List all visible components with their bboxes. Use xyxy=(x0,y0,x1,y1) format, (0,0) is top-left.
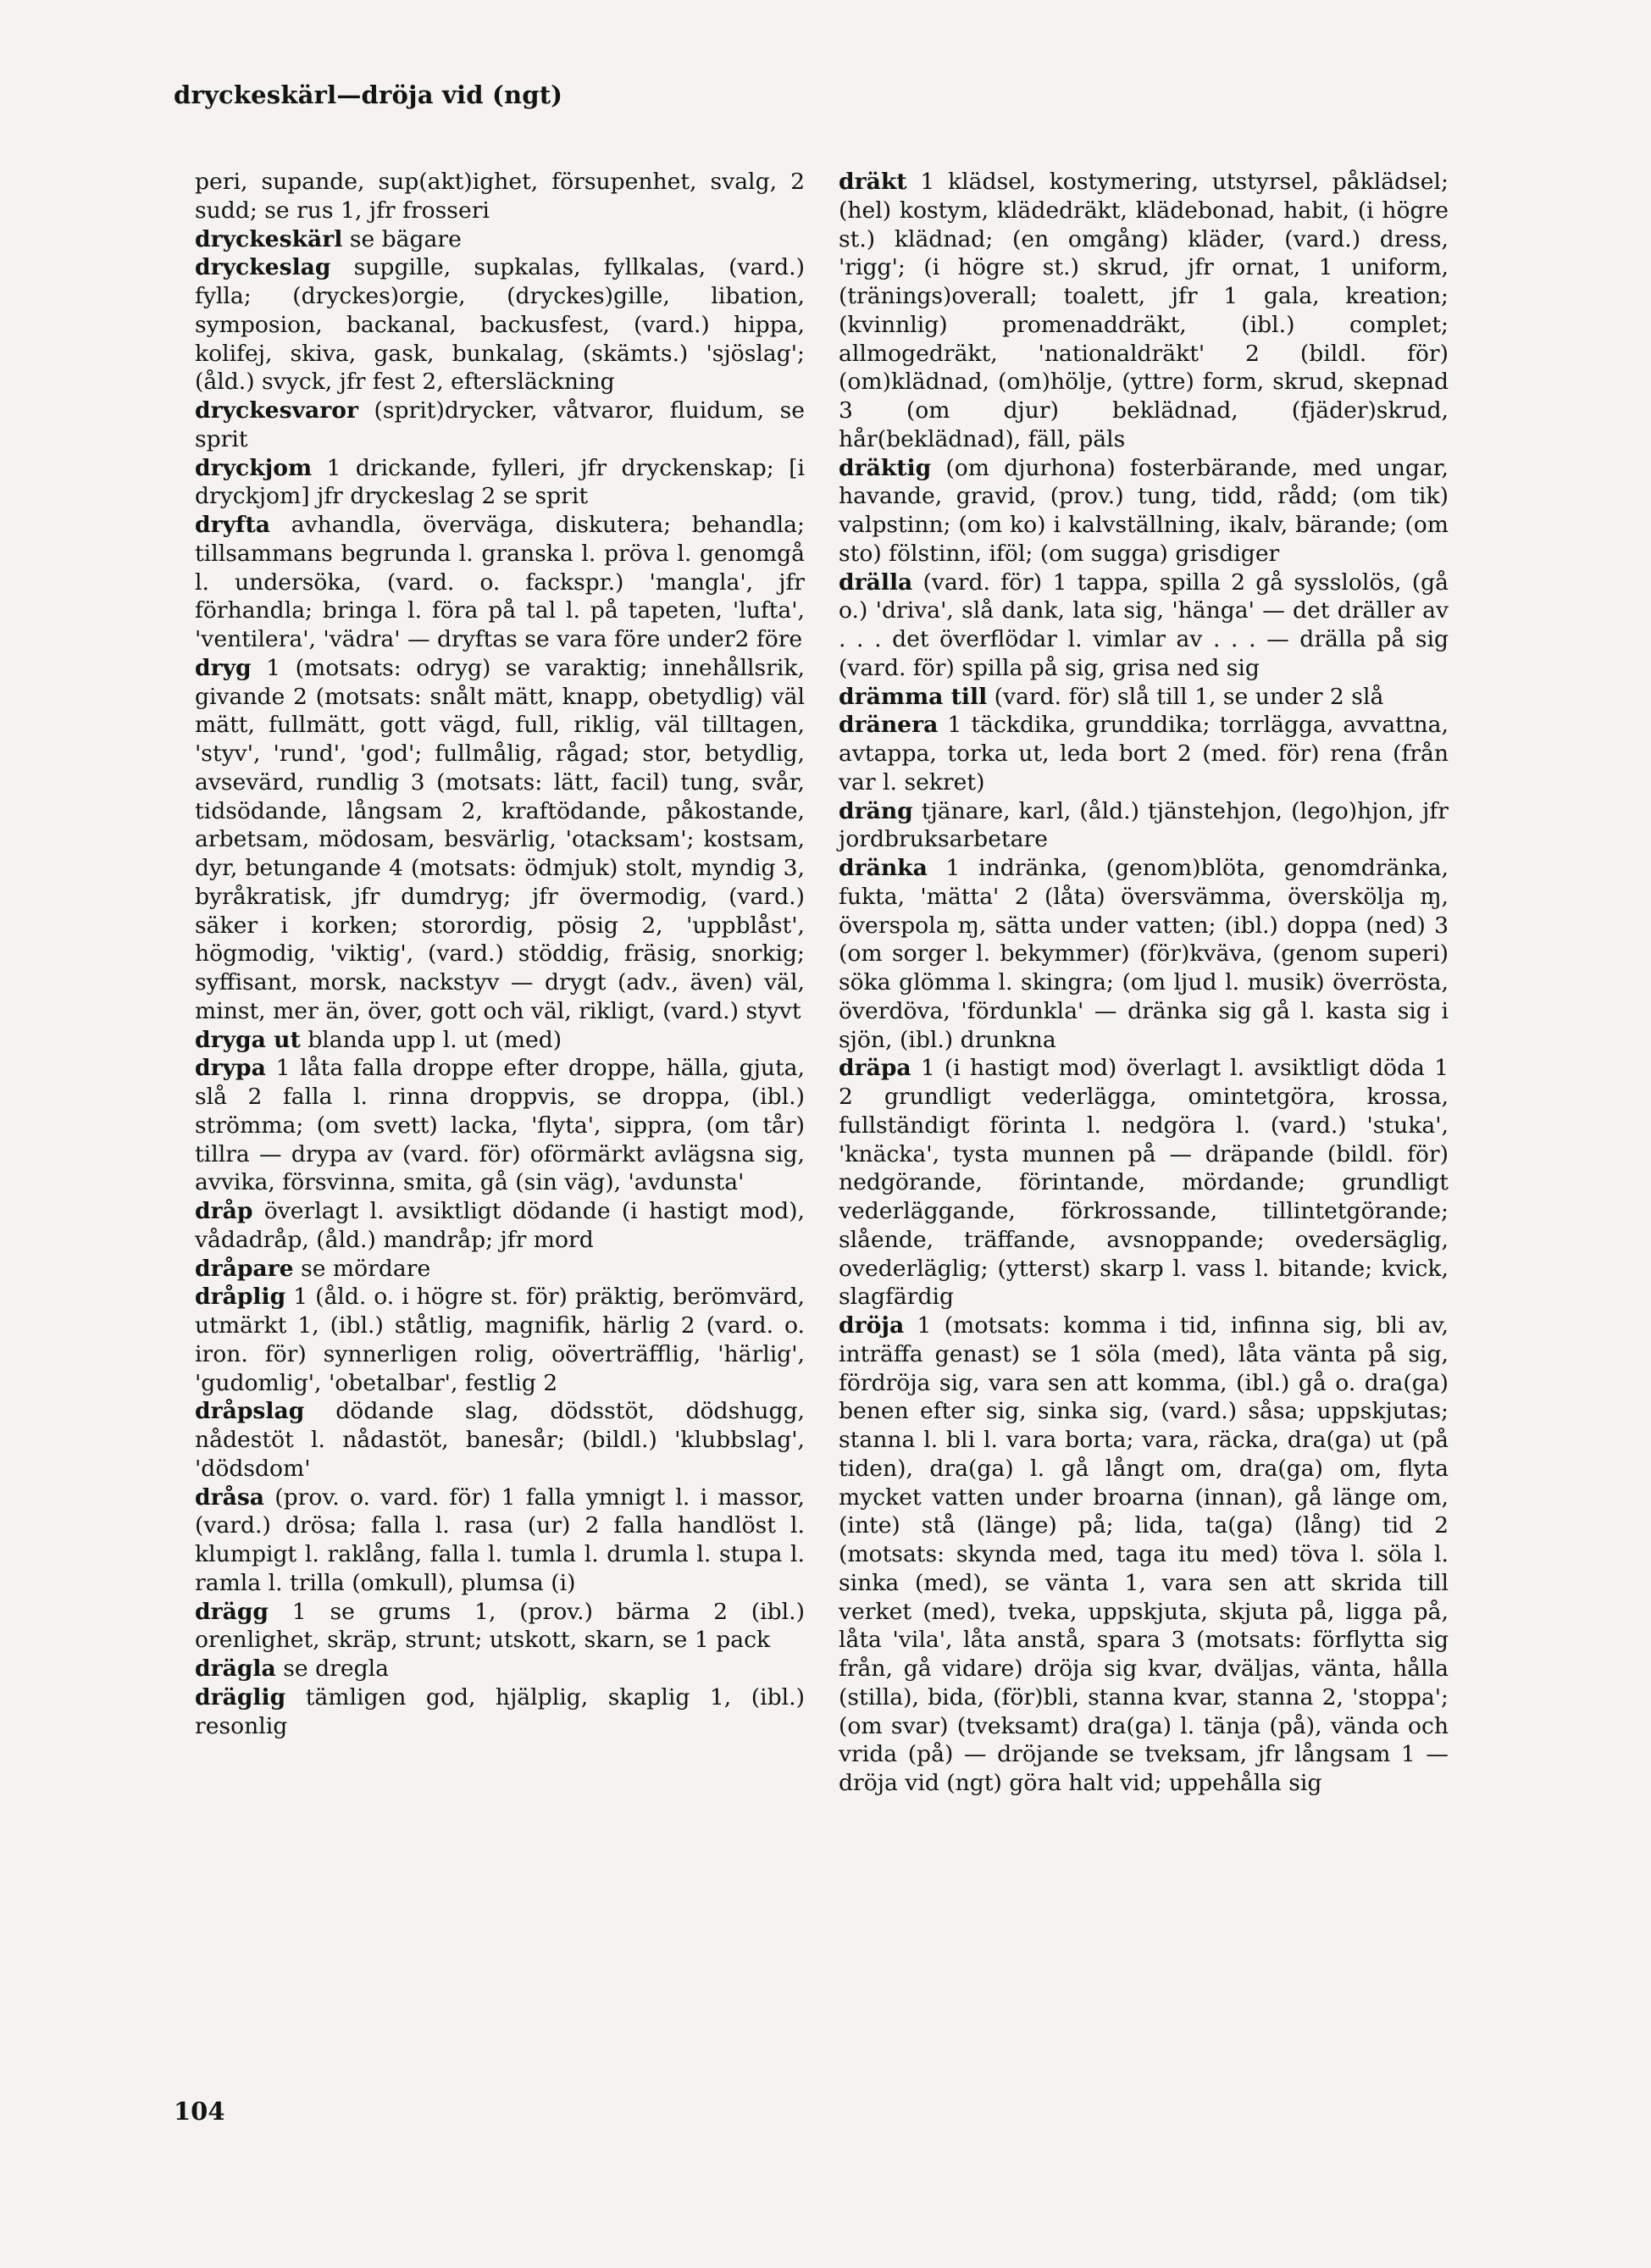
entry-definition: 1 (i hastigt mod) överlagt l. avsiktligt döda 1 2 grundligt vederlägga, omintetgöra, krossa, fullständigt förinta l. nedgöra l. (vard.) 'stuka', 'knäcka', tysta munnen på — dräpande (bildl. för) nedgörande, förintande, mördande; grundligt vederläggande, förkrossande, tillintetgörande; slående, träffande, avsnoppande; ovedersäglig, ovederläglig; (ytterst) skarp l. vass l. bitande; kvick, slagfärdig xyxy=(839,1055,1449,1311)
entry-definition: (vard. för) 1 tappa, spilla 2 gå sysslolös, (gå o.) 'driva', slå dank, lata sig, 'hänga' — det dräller av . . . det överflödar l. vimlar av . . . — drälla på sig (vard. för) spilla på sig, grisa ned sig xyxy=(839,568,1449,681)
entry-definition: överlagt l. avsiktligt dödande (i hastigt mod), vådadråp, (åld.) mandråp; jfr mord xyxy=(195,1198,805,1253)
entry-headword: drälla xyxy=(839,568,913,596)
dictionary-entry xyxy=(195,1598,805,1655)
dictionary-entry xyxy=(839,1311,1449,1798)
entry-definition: 1 drickande, fylleri, jfr dryckenskap; [i dryckjom] jfr dryckeslag 2 se sprit xyxy=(195,454,805,510)
dictionary-entry xyxy=(839,797,1449,855)
entry-definition: (sprit)drycker, våtvaror, fluidum, se sprit xyxy=(195,397,805,452)
running-head: dryckeskärl—dröja vid (ngt) xyxy=(174,80,563,109)
entry-headword: drägg xyxy=(195,1598,269,1625)
dictionary-entry xyxy=(839,454,1449,568)
entry-headword: dräng xyxy=(839,797,913,824)
entry-headword: dråplig xyxy=(195,1284,286,1311)
dictionary-entry xyxy=(839,683,1449,712)
entry-headword: dryg xyxy=(195,654,252,681)
entry-headword: dräktig xyxy=(839,454,932,481)
entry-headword: dräglig xyxy=(195,1683,286,1711)
dictionary-entry xyxy=(195,1683,805,1741)
entry-definition: 1 klädsel, kostymering, utstyrsel, påklädsel; (hel) kostym, klädedräkt, klädebonad, habit, (i högre st.) klädnad; (en omgång) kläder, (vard.) dress, 'rigg'; (i högre st.) skrud, jfr ornat, 1 uniform, (tränings)overall; toalett, jfr 1 gala, kreation; (kvinnlig) promenaddräkt, (ibl.) complet; allmogedräkt, 'nationaldräkt' 2 (bildl. för) (om)klädnad, (om)hölje, (yttre) form, skrud, skepnad 3 (om djur) beklädnad, (fjäder)skrud, hår(beklädnad), fäll, päls xyxy=(839,169,1449,452)
entry-definition: (vard. för) slå till 1, se under 2 slå xyxy=(994,683,1384,710)
entry-definition: tämligen god, hjälplig, skaplig 1, (ibl.) resonlig xyxy=(195,1683,805,1739)
dictionary-entry xyxy=(195,654,805,1026)
entry-definition: tjänare, karl, (åld.) tjänstehjon, (lego)hjon, jfr jordbruksarbetare xyxy=(839,797,1449,853)
entry-headword: dråpare xyxy=(195,1255,294,1282)
dictionary-entry xyxy=(195,511,805,654)
entry-definition: 1 (motsats: odryg) se varaktig; innehållsrik, givande 2 (motsats: snålt mätt, knapp, obetydlig) väl mätt, fullmätt, gott vägd, full, riklig, väl tilltagen, 'styv', 'rund', 'god'; fullmålig, rågad; stor, betydlig, avsevärd, rundlig 3 (motsats: lätt, facil) tung, svår, tidsödande, långsam 2, kraftödande, påkostande, arbetsam, mödosam, besvärlig, 'otacksam'; kostsam, dyr, betungande 4 (motsats: ödmjuk) stolt, myndig 3, byråkratisk, jfr dumdryg; jfr övermodig, (vard.) säker i korken; storordig, pösig 2, 'uppblåst', högmodig, 'viktig', (vard.) stöddig, fräsig, snorkig; syffisant, morsk, nackstyv — drygt (adv., även) väl, minst, mer än, över, gott och väl, rikligt, (vard.) styvt xyxy=(195,654,805,1024)
entry-headword: drämma till xyxy=(839,683,988,710)
dictionary-entry xyxy=(195,168,805,225)
dictionary-entry xyxy=(839,568,1449,683)
dictionary-entry xyxy=(195,454,805,512)
entry-definition: peri, supande, sup(akt)ighet, försupenhet, svalg, 2 sudd; se rus 1, jfr frosseri xyxy=(195,169,805,224)
dictionary-entry xyxy=(195,1255,805,1284)
entry-headword: dräpa xyxy=(839,1055,911,1082)
dictionary-entry xyxy=(195,225,805,254)
dictionary-entry xyxy=(195,1483,805,1598)
entry-definition: 1 (åld. o. i högre st. för) präktig, berömvärd, utmärkt 1, (ibl.) ståtlig, magnifik, härlig 2 (vard. o. iron. för) synnerligen rolig, oöverträfflig, 'härlig', 'gudomlig', 'obetalbar', festlig 2 xyxy=(195,1284,805,1396)
dictionary-entry xyxy=(195,1197,805,1255)
entry-definition: supgille, supkalas, fyllkalas, (vard.) fylla; (dryckes)orgie, (dryckes)gille, libation, symposion, backanal, backusfest, (vard.) hippa, kolifej, skiva, gask, bunkalag, (skämts.) 'sjöslag'; (åld.) svyck, jfr fest 2, eftersläckning xyxy=(195,254,805,396)
entry-definition: blanda upp l. ut (med) xyxy=(307,1026,562,1053)
entry-definition: (prov. o. vard. för) 1 falla ymnigt l. i massor, (vard.) drösa; falla l. rasa (ur) 2 falla handlöst l. klumpigt l. raklång, falla l. tumla l. drumla l. stupa l. ramla l. trilla (omkull), plumsa (i) xyxy=(195,1483,805,1596)
entry-headword: dråsa xyxy=(195,1483,265,1511)
entry-definition: 1 se grums 1, (prov.) bärma 2 (ibl.) orenlighet, skräp, strunt; utskott, skarn, se 1 pack xyxy=(195,1598,805,1654)
dictionary-entry xyxy=(839,1054,1449,1311)
entry-definition: se dregla xyxy=(283,1655,389,1682)
entry-definition: 1 (motsats: komma i tid, infinna sig, bli av, inträffa genast) se 1 söla (med), låta vänta på sig, fördröja sig, vara sen att komma, (ibl.) gå o. dra(ga) benen efter sig, sinka sig, (vard.) såsa; uppskjutas; stanna l. bli l. vara borta; vara, räcka, dra(ga) ut (på tiden), dra(ga) l. gå långt om, dra(ga) om, flyta mycket vatten under broarna (innan), gå länge om, (inte) stå (länge) på; lida, ta(ga) (lång) tid 2 (motsats: skynda med, taga itu med) töva l. söla l. sinka (med), se vänta 1, vara sen att skrida till verket (med), tveka, uppskjuta, skjuta på, ligga på, låta 'vila', låta anstå, spara 3 (motsats: förflytta sig från, gå vidare) dröja sig kvar, dväljas, vänta, hålla (stilla), bida, (för)bli, stanna kvar, stanna 2, 'stoppa'; (om svar) (tveksamt) dra(ga) l. tänja (på), vända och vrida (på) — dröjande se tveksam, jfr långsam 1 — dröja vid (ngt) göra halt vid; uppehålla sig xyxy=(839,1312,1449,1796)
entry-headword: dryckeskärl xyxy=(195,225,343,252)
entry-definition: 1 låta falla droppe efter droppe, hälla, gjuta, slå 2 falla l. rinna droppvis, se droppa, (ibl.) strömma; (om svett) lacka, 'flyta', sippra, (om tår) tillra — drypa av (vard. för) oförmärkt avlägsna sig, avvika, försvinna, smita, gå (sin väg), 'avdunsta' xyxy=(195,1055,805,1196)
left-column xyxy=(195,168,805,1740)
entry-headword: dryga ut xyxy=(195,1026,301,1053)
entry-headword: dränka xyxy=(839,855,928,881)
dictionary-entry xyxy=(839,854,1449,1054)
dictionary-entry xyxy=(195,1026,805,1055)
dictionary-entry xyxy=(195,253,805,396)
dictionary-entry xyxy=(195,1054,805,1197)
entry-headword: drägla xyxy=(195,1655,276,1682)
entry-headword: dryfta xyxy=(195,512,271,538)
page-number: 104 xyxy=(174,2097,225,2126)
entry-headword: dröja xyxy=(839,1312,905,1339)
entry-headword: drypa xyxy=(195,1055,266,1082)
entry-definition: 1 täckdika, grunddika; torrlägga, avvattna, avtappa, torka ut, leda bort 2 (med. för) rena (från var l. sekret) xyxy=(839,712,1449,796)
entry-definition: 1 indränka, (genom)blöta, genomdränka, fukta, 'mätta' 2 (låta) översvämma, överskölja ɱ, överspola ɱ, sätta under vatten; (ibl.) doppa (ned) 3 (om sorger l. bekymmer) (för)kväva, (genom superi) söka glömma l. skingra; (om ljud l. musik) överrösta, överdöva, 'fördunkla' — dränka sig gå l. kasta sig i sjön, (ibl.) drunkna xyxy=(839,855,1449,1053)
entry-headword: dråpslag xyxy=(195,1398,305,1425)
entry-headword: dråp xyxy=(195,1198,253,1224)
entry-headword: dryckjom xyxy=(195,454,313,481)
dictionary-entry xyxy=(195,1655,805,1683)
entry-definition: (om djurhona) fosterbärande, med ungar, havande, gravid, (prov.) tung, tidd, rådd; (om tik) valpstinn; (om ko) i kalvställning, ikalv, bärande; (om sto) fölstinn, iföl; (om sugga) grisdiger xyxy=(839,454,1449,567)
entry-headword: dryckesvaror xyxy=(195,397,359,424)
right-column xyxy=(839,168,1449,1798)
entry-definition: dödande slag, dödsstöt, dödshugg, nådestöt l. nådastöt, banesår; (bildl.) 'klubbslag', 'dödsdom' xyxy=(195,1398,805,1482)
dictionary-entry xyxy=(195,1397,805,1483)
dictionary-entry xyxy=(839,168,1449,454)
entry-definition: avhandla, överväga, diskutera; behandla; tillsammans begrunda l. granska l. pröva l. genomgå l. undersöka, (vard. o. fackspr.) 'mangla', jfr förhandla; bringa l. föra på tal l. på tapeten, 'lufta', 'ventilera', 'vädra' — dryftas se vara före under2 före xyxy=(195,512,805,652)
entry-definition: se mördare xyxy=(301,1255,431,1282)
entry-headword: dräkt xyxy=(839,169,907,195)
dictionary-entry xyxy=(195,1283,805,1397)
entry-headword: dryckeslag xyxy=(195,254,331,281)
entry-headword: dränera xyxy=(839,712,939,739)
dictionary-entry xyxy=(195,396,805,454)
dictionary-entry xyxy=(839,711,1449,796)
entry-definition: se bägare xyxy=(349,225,462,252)
